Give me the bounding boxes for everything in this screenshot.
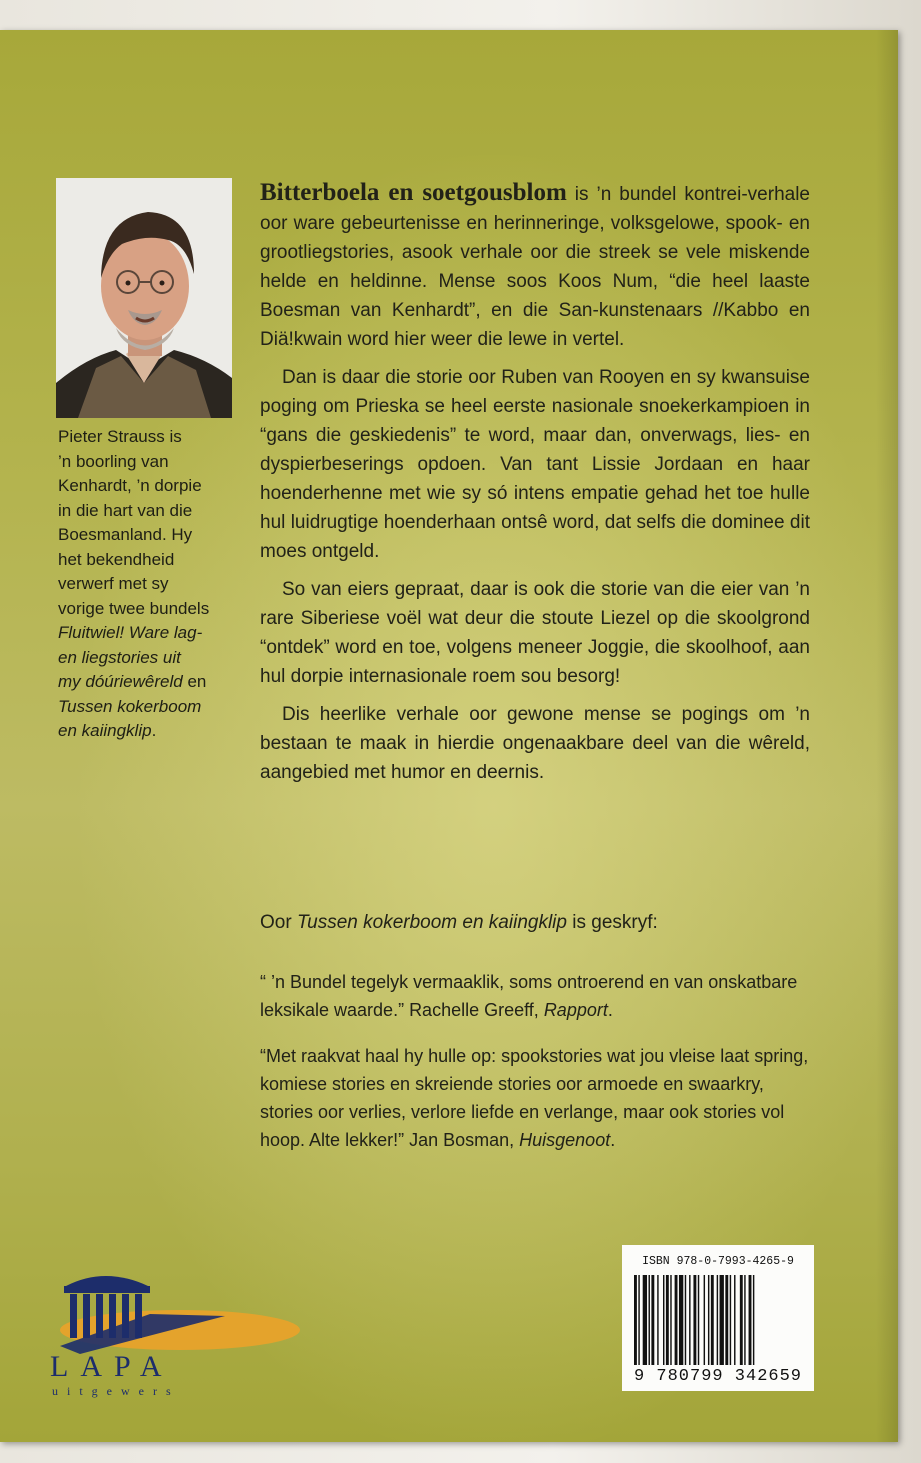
bio-book-title: en kaiingklip. — [58, 721, 157, 740]
bio-line: het bekendheid — [58, 549, 175, 569]
isbn-text: ISBN 978-0-7993-4265-9 — [642, 1255, 794, 1268]
bio-line: Boesmanland. Hy — [58, 525, 193, 544]
barcode-digits: 9 780799 342659 — [633, 1367, 803, 1386]
barcode-bar — [670, 1275, 671, 1365]
barcode-bar — [698, 1275, 699, 1365]
barcode-bar — [725, 1275, 728, 1365]
barcode-bar — [740, 1275, 743, 1365]
barcode-bar — [711, 1275, 714, 1365]
barcode-bar — [663, 1275, 664, 1365]
blurb-paragraph: Dan is daar die storie oor Ruben van Rooyen en sy kwansuise poging om Prieska se heel eerste nasionale snoekerkampioen in “gans die geskiedenis” te word, maar dan, onverwags, lies- en dyspierbeserings opdoen. Van tant Lissie Jordaan en haar hoenderhenne met wie sy só intens empatie gehad het toe hulle hul luidrugtige hoenderhaan ontsê word, dat selfs die dominee dit moes ontgeld. — [260, 367, 810, 562]
bio-line: verwerf met sy — [58, 574, 169, 593]
reviews-heading: Oor Tussen kokerboom en kaiingklip is geskryf: — [260, 912, 658, 933]
barcode-bar — [657, 1275, 658, 1365]
barcode-bar — [730, 1275, 731, 1365]
publisher-name: LAPA — [50, 1350, 174, 1383]
bio-line: ’n boorling van — [58, 451, 169, 471]
barcode-bar — [693, 1275, 696, 1365]
bio-line: Kenhardt, ’n dorpie — [58, 476, 202, 495]
bio-book-title: Fluitwiel! Ware lag- — [58, 623, 203, 642]
bio-line: vorige twee bundels — [58, 598, 210, 618]
barcode-bar — [717, 1275, 718, 1365]
book-back-cover — [0, 30, 898, 1442]
blurb-paragraph: Bitterboela en soetgousblom is ’n bundel kontrei-verhale oor ware gebeurtenisse en herinneringe, volksgelowe, spook- en grootliegstories, asook verhale oor die streek se vele miskende helde en heldinne. Mense soos Koos Num, “die heel laaste Boesman van Kenhardt”, en die San-kunstenaars //Kabbo en Diä!kwain word hier weer die lewe in vertel. — [260, 179, 810, 350]
barcode-bar — [685, 1275, 686, 1365]
blurb-paragraph: Dis heerlike verhale oor gewone mense se pogings om ’n bestaan te maak in hierdie ongenaakbare deel van die wêreld, aangebied met humor en deernis. — [260, 704, 810, 783]
bio-line: in die hart van die — [58, 500, 193, 520]
barcode-bar — [708, 1275, 709, 1365]
barcode-bar — [689, 1275, 690, 1365]
publisher-subtitle: uitgewers — [52, 1384, 180, 1398]
bio-line: Pieter Strauss is — [58, 427, 182, 446]
barcode-bar — [651, 1275, 654, 1365]
book-title: Bitterboela en soetgousblom — [260, 179, 567, 206]
barcode-bar — [744, 1275, 745, 1365]
barcode-bar — [720, 1275, 724, 1365]
barcode-bar — [749, 1275, 752, 1365]
barcode-bar — [634, 1275, 637, 1365]
barcode-bars — [634, 1275, 802, 1365]
barcode-bar — [734, 1275, 735, 1365]
barcode-bar — [679, 1275, 683, 1365]
publisher-logo — [50, 1266, 310, 1406]
review-quote: “ ’n Bundel tegelyk vermaaklik, soms ontroerend en van onskatbare leksikale waarde.” Rachelle Greeff, Rapport. — [260, 972, 798, 1020]
isbn-barcode — [622, 1245, 814, 1391]
blurb-paragraph: So van eiers gepraat, daar is ook die storie van die eier van ’n rare Siberiese voël wat deur die stoute Liezel op die skoolgrond “ontdek” word en toe, volgens meneer Joggie, die skoolhoof, aan hul dorpie internasionale roem sou besorg! — [260, 579, 810, 687]
bio-book-title: en liegstories uit — [58, 647, 181, 667]
cover-edge-shadow — [876, 30, 898, 1442]
barcode-bar — [643, 1275, 647, 1365]
temple-icon — [50, 1266, 310, 1356]
barcode-bar — [753, 1275, 754, 1365]
author-photo — [56, 178, 232, 418]
barcode-bar — [704, 1275, 705, 1365]
barcode-bar — [675, 1275, 678, 1365]
barcode-bar — [666, 1275, 669, 1365]
bio-book-title: my dóúriewêreld en — [58, 672, 207, 691]
author-bio — [58, 425, 238, 744]
barcode-bar — [638, 1275, 639, 1365]
bio-book-title: Tussen kokerboom — [58, 696, 202, 716]
blurb — [260, 178, 810, 796]
barcode-bar — [649, 1275, 650, 1365]
review-quote: “Met raakvat haal hy hulle op: spookstories wat jou vleise laat spring, komiese stories en skreiende stories oor armoede en swaarkry, stories oor verlies, verlore liefde en verlange, maar ook stories vol hoop. Alte lekker!” Jan Bosman, Huisgenoot. — [260, 1046, 809, 1150]
